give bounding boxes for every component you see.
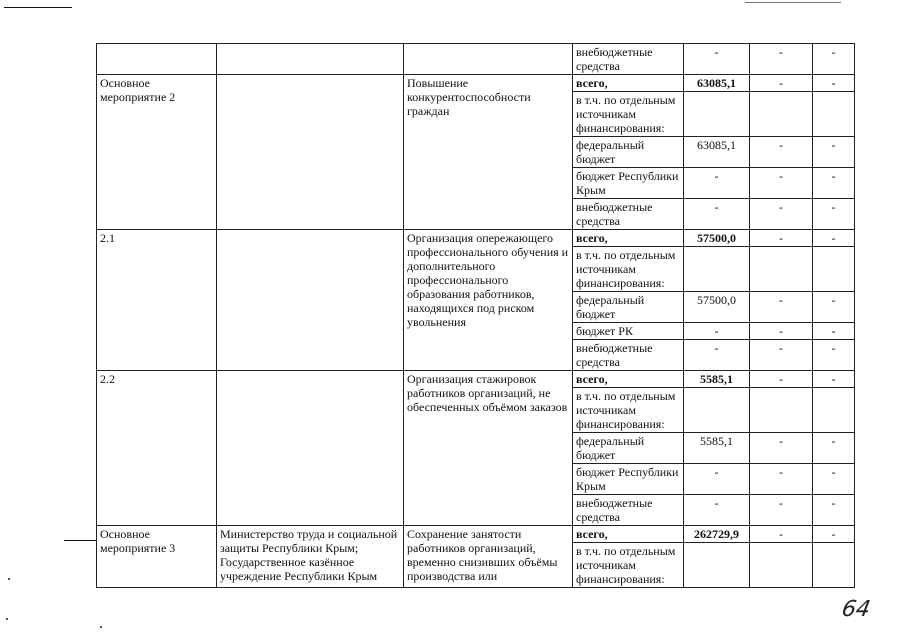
- scan-speck: [8, 578, 10, 580]
- year-cell: -: [813, 230, 855, 247]
- year-cell: -: [750, 323, 813, 340]
- year-cell: -: [750, 230, 813, 247]
- funding-source-cell: федеральный бюджет: [573, 137, 684, 168]
- total-cell: 5585,1: [684, 433, 750, 464]
- funding-source-cell: федеральный бюджет: [573, 292, 684, 323]
- total-cell: -: [684, 464, 750, 495]
- total-cell: -: [684, 44, 750, 75]
- year-cell: -: [750, 464, 813, 495]
- year-cell: -: [750, 495, 813, 526]
- year-cell: [813, 543, 855, 588]
- total-cell: -: [684, 340, 750, 371]
- funding-source-cell: внебюджетные средства: [573, 199, 684, 230]
- measure-name-cell: Организация стажировок работников организаций, не обеспеченных объёмом заказов: [404, 371, 573, 526]
- table-row: [97, 75, 855, 92]
- total-cell: [684, 388, 750, 433]
- year-cell: -: [813, 526, 855, 543]
- page-number: 64: [839, 597, 873, 622]
- year-cell: -: [750, 137, 813, 168]
- measure-name-cell: [404, 44, 573, 75]
- total-cell: 63085,1: [684, 137, 750, 168]
- year-cell: -: [813, 323, 855, 340]
- year-cell: -: [813, 340, 855, 371]
- funding-source-cell: в т.ч. по отдельным источникам финансирования:: [573, 388, 684, 433]
- year-cell: -: [813, 371, 855, 388]
- funding-source-cell: всего,: [573, 526, 684, 543]
- total-cell: -: [684, 199, 750, 230]
- year-cell: [813, 388, 855, 433]
- year-cell: -: [750, 44, 813, 75]
- total-cell: 262729,9: [684, 526, 750, 543]
- year-cell: -: [813, 433, 855, 464]
- funding-source-cell: всего,: [573, 230, 684, 247]
- total-cell: -: [684, 323, 750, 340]
- measure-code-cell: Основное мероприятие 2: [97, 75, 217, 230]
- funding-source-cell: в т.ч. по отдельным источникам финансирования:: [573, 92, 684, 137]
- table-row: [97, 44, 855, 75]
- financing-table: [96, 43, 855, 588]
- year-cell: -: [750, 340, 813, 371]
- measure-name-cell: Организация опережающего профессионального обучения и дополнительного профессионального образования работников, находящихся под риском увольнения: [404, 230, 573, 371]
- year-cell: [750, 388, 813, 433]
- year-cell: -: [813, 44, 855, 75]
- funding-source-cell: внебюджетные средства: [573, 44, 684, 75]
- year-cell: -: [750, 371, 813, 388]
- year-cell: -: [813, 75, 855, 92]
- total-cell: [684, 92, 750, 137]
- total-cell: 57500,0: [684, 292, 750, 323]
- total-cell: 57500,0: [684, 230, 750, 247]
- year-cell: -: [750, 168, 813, 199]
- year-cell: -: [750, 433, 813, 464]
- table-row: [97, 371, 855, 388]
- funding-source-cell: всего,: [573, 75, 684, 92]
- year-cell: [813, 247, 855, 292]
- year-cell: -: [750, 199, 813, 230]
- funding-source-cell: в т.ч. по отдельным источникам финансирования:: [573, 247, 684, 292]
- funding-source-cell: федеральный бюджет: [573, 433, 684, 464]
- scan-speck: [6, 618, 8, 620]
- year-cell: -: [813, 137, 855, 168]
- year-cell: -: [750, 526, 813, 543]
- year-cell: [750, 247, 813, 292]
- year-cell: [813, 92, 855, 137]
- measure-code-cell: Основное мероприятие 3: [97, 526, 217, 588]
- year-cell: -: [813, 464, 855, 495]
- top-rule: [4, 7, 72, 8]
- total-cell: -: [684, 168, 750, 199]
- measure-name-cell: Повышение конкурентоспособности граждан: [404, 75, 573, 230]
- total-cell: -: [684, 495, 750, 526]
- funding-source-cell: внебюджетные средства: [573, 495, 684, 526]
- funding-source-cell: бюджет Республики Крым: [573, 168, 684, 199]
- year-cell: -: [750, 292, 813, 323]
- executor-cell: Министерство труда и социальной защиты Республики Крым; Государственное казённое учреждение Республики Крым: [217, 526, 404, 588]
- executor-cell: [217, 371, 404, 526]
- year-cell: -: [813, 495, 855, 526]
- scan-speck: [100, 626, 102, 628]
- table-row: [97, 230, 855, 247]
- year-cell: [750, 543, 813, 588]
- measure-code-cell: [97, 44, 217, 75]
- year-cell: -: [750, 75, 813, 92]
- year-cell: -: [813, 168, 855, 199]
- total-cell: [684, 247, 750, 292]
- measure-code-cell: 2.1: [97, 230, 217, 371]
- year-cell: -: [813, 292, 855, 323]
- funding-source-cell: внебюджетные средства: [573, 340, 684, 371]
- funding-source-cell: в т.ч. по отдельным источникам финансирования:: [573, 543, 684, 588]
- year-cell: [750, 92, 813, 137]
- total-cell: [684, 543, 750, 588]
- year-cell: -: [813, 199, 855, 230]
- executor-cell: [217, 230, 404, 371]
- funding-source-cell: всего,: [573, 371, 684, 388]
- funding-source-cell: бюджет РК: [573, 323, 684, 340]
- top-right-rule: [745, 2, 841, 3]
- table-row: [97, 526, 855, 543]
- executor-cell: [217, 44, 404, 75]
- total-cell: 5585,1: [684, 371, 750, 388]
- left-margin-rule: [64, 540, 96, 541]
- measure-name-cell: Сохранение занятости работников организаций, временно снизивших объёмы производства или: [404, 526, 573, 588]
- executor-cell: [217, 75, 404, 230]
- funding-source-cell: бюджет Республики Крым: [573, 464, 684, 495]
- measure-code-cell: 2.2: [97, 371, 217, 526]
- total-cell: 63085,1: [684, 75, 750, 92]
